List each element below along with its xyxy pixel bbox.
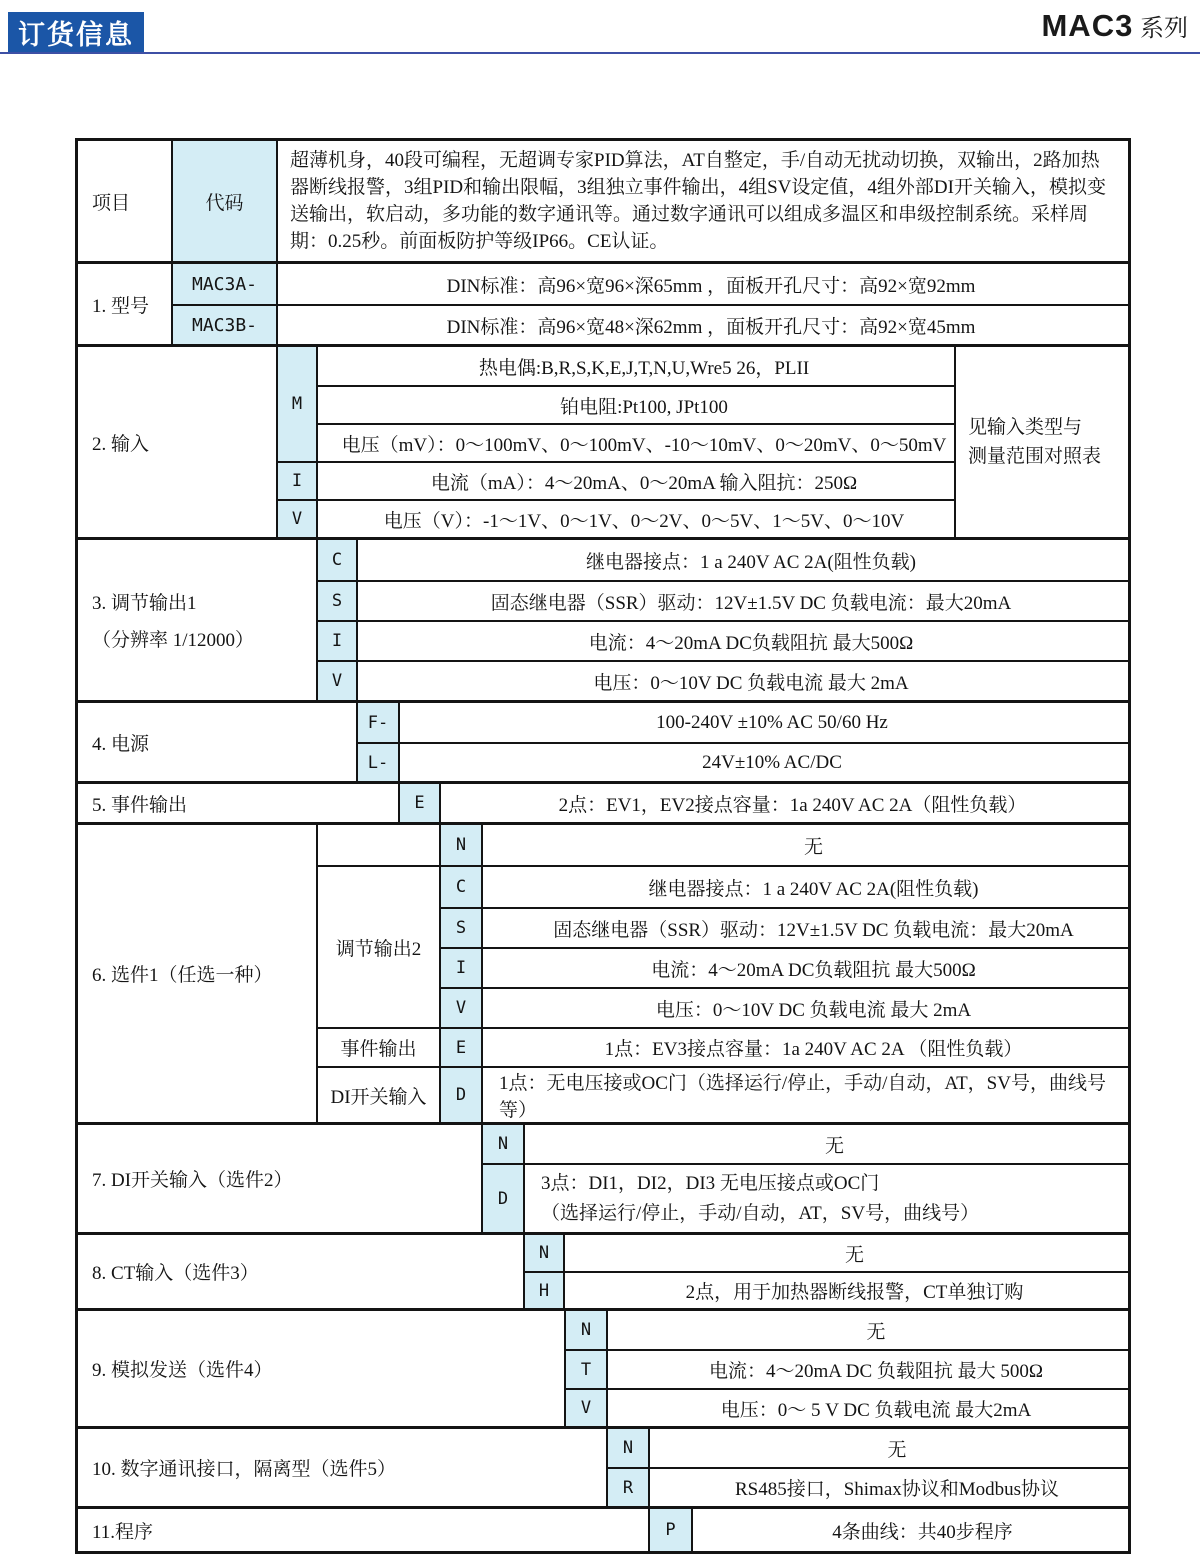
table-row	[318, 1066, 1128, 1122]
table-row	[318, 580, 1128, 620]
option2-code-n: N	[483, 1125, 525, 1163]
model-code-b: MAC3B-	[173, 306, 278, 344]
option4-label: 9. 模拟发送（选件4）	[78, 1311, 566, 1426]
input-range-note-line2: 测量范围对照表	[968, 446, 1102, 467]
option1-code-d: D	[441, 1068, 483, 1122]
table-row	[483, 1125, 1128, 1163]
output1-code-c: C	[318, 540, 358, 580]
option5-desc-r: RS485接口，Shimax协议和Modbus协议	[734, 1479, 1060, 1500]
table-row	[566, 1349, 1128, 1388]
option4-desc-t: 电流：4～20mA DC 负载阻抗 最大 500Ω	[709, 1361, 1043, 1382]
table-row	[525, 1271, 1128, 1308]
option5-label: 10. 数字通讯接口，隔离型（选件5）	[78, 1429, 608, 1506]
output1-desc-i: 电流：4～20mA DC负载阻抗 最大500Ω	[588, 632, 914, 654]
section-head	[78, 141, 1128, 261]
output1-desc-s: 固态继电器（SSR）驱动：12V±1.5V DC 负载电流：最大20mA	[490, 592, 1012, 614]
input-desc-i: 电流（mA）：4～20mA、0～20mA 输入阻抗：250Ω	[430, 472, 858, 494]
head-description: 超薄机身，40段可编程，无超调专家PID算法，AT自整定，手/自动无扰动切换，双输出，2路加热器断线报警，3组PID和输出限幅，3组独立事件输出，4组SV设定值，4组外部DI开关输入，模拟变送输出，软启动，多功能的数字通讯等。通过数字通讯可以组成多温区和串级控制系统。采样周期：0.25秒。前面板防护等级IP66。CE认证。	[290, 150, 1106, 252]
section-output1	[78, 537, 1128, 700]
table-row	[318, 423, 954, 461]
table-row	[358, 742, 1128, 781]
event-desc-e: 2点：EV1，EV2接点容量：1a 240V AC 2A（阻性负载）	[558, 794, 1027, 816]
option5-code-n: N	[608, 1429, 650, 1467]
table-row	[441, 867, 1128, 907]
option1-code-i: I	[441, 949, 483, 987]
series-title	[1041, 8, 1188, 44]
table-row	[358, 703, 1128, 742]
option5-desc-n: 无	[887, 1439, 907, 1461]
model-desc-a: DIN标准：高96×宽96×深65mm ，面板开孔尺寸：高92×宽92mm	[446, 275, 976, 297]
option1-code-e: E	[441, 1029, 483, 1066]
option1-desc-v: 电压：0～10V DC 负载电流 最大 2mA	[655, 999, 972, 1021]
table-row	[318, 385, 954, 423]
output1-desc-c: 继电器接点：1 a 240V AC 2A(阻性负载)	[585, 551, 917, 573]
option1-desc-d: 1点：无电压接或OC门（选择运行/停止，手动/自动，AT，SV号，曲线号等）	[499, 1073, 1106, 1121]
power-label: 4. 电源	[78, 703, 358, 781]
table-row	[318, 1027, 1128, 1066]
head-code-cell: 代码	[173, 141, 278, 261]
table-row	[483, 1163, 1128, 1232]
option1-desc-e: 1点：EV3接点容量：1a 240V AC 2A （阻性负载）	[604, 1039, 1023, 1060]
input-label: 2. 输入	[78, 347, 278, 537]
option1-output2-label: 调节输出2	[318, 867, 441, 1027]
option4-code-v: V	[566, 1390, 608, 1426]
input-m-group	[278, 347, 954, 461]
option1-code-s: S	[441, 909, 483, 947]
option1-code-c: C	[441, 867, 483, 907]
option1-label: 6. 选件1（任选一种）	[78, 825, 318, 1122]
section-option5	[78, 1426, 1128, 1506]
model-label: 1. 型号	[78, 264, 173, 344]
section-option4	[78, 1308, 1128, 1426]
output1-code-v: V	[318, 662, 358, 700]
option1-code-n: N	[441, 825, 483, 865]
table-row	[278, 499, 954, 537]
power-code-l: L-	[358, 744, 400, 781]
table-row	[566, 1311, 1128, 1349]
event-label: 5. 事件输出	[78, 784, 400, 822]
option1-di-label: DI开关输入	[318, 1068, 441, 1122]
option1-desc-c: 继电器接点：1 a 240V AC 2A(阻性负载)	[648, 878, 979, 900]
model-code-a: MAC3A-	[173, 264, 278, 304]
section-model	[78, 261, 1128, 344]
option2-desc-d-line2: （选择运行/停止，手动/自动，AT，SV号，曲线号）	[541, 1202, 980, 1224]
section-option3	[78, 1232, 1128, 1308]
option2-desc-d-line1: 3点：DI1，DI2，DI3 无电压接点或OC门	[541, 1173, 880, 1195]
output1-code-i: I	[318, 622, 358, 660]
section-program	[78, 1506, 1128, 1551]
page-title-badge: 订货信息	[8, 12, 144, 53]
section-option1	[78, 822, 1128, 1122]
power-desc-l: 24V±10% AC/DC	[702, 751, 842, 773]
head-item-cell: 项目	[78, 141, 173, 261]
option1-code-v: V	[441, 989, 483, 1027]
output1-desc-v: 电压：0～10V DC 负载电流 最大 2mA	[593, 672, 909, 694]
section-input	[78, 344, 1128, 537]
option1-desc-n: 无	[803, 836, 823, 858]
header-divider-line	[0, 52, 1200, 54]
table-row	[318, 660, 1128, 700]
model-desc-b: DIN标准：高96×宽48×深62mm ，面板开孔尺寸：高92×宽45mm	[446, 316, 976, 338]
table-row	[318, 825, 1128, 865]
option4-desc-v: 电压：0～ 5 V DC 负载电流 最大2mA	[720, 1399, 1032, 1421]
input-range-note-line1: 见输入类型与	[968, 416, 1083, 438]
option3-desc-h: 2点，用于加热器断线报警，CT单独订购	[685, 1282, 1024, 1303]
section-event	[78, 781, 1128, 822]
option1-desc-i: 电流：4～20mA DC负载阻抗 最大500Ω	[651, 959, 976, 981]
section-power	[78, 700, 1128, 781]
output1-label-line2: （分辨率 1/12000）	[92, 630, 255, 651]
table-row	[318, 540, 1128, 580]
input-desc-v: 电压（V）：-1～1V、0～1V、0～2V、0～5V、1～5V、0～10V	[383, 510, 905, 532]
option3-label: 8. CT输入（选件3）	[78, 1235, 525, 1308]
event-code-e: E	[400, 784, 441, 822]
option1-desc-s: 固态继电器（SSR）驱动：12V±1.5V DC 负载电流：最大20mA	[553, 919, 1074, 941]
table-row	[650, 1509, 1128, 1551]
output1-label-line1: 3. 调节输出1	[92, 593, 197, 614]
table-row	[566, 1388, 1128, 1426]
option3-code-n: N	[525, 1235, 565, 1271]
option1-sub-empty	[318, 825, 441, 865]
series-suffix: 系列	[1140, 15, 1188, 42]
table-row	[278, 461, 954, 499]
output1-label	[78, 540, 318, 700]
input-desc-tc: 热电偶:B,R,S,K,E,J,T,N,U,Wre5 26，PLII	[478, 357, 810, 379]
table-row	[318, 347, 954, 385]
option2-desc-n: 无	[824, 1135, 844, 1157]
option3-code-h: H	[525, 1273, 565, 1308]
input-range-note	[956, 347, 1128, 537]
input-desc-rtd: 铂电阻:Pt100, JPt100	[560, 396, 728, 418]
option4-code-t: T	[566, 1351, 608, 1388]
table-row	[441, 987, 1128, 1027]
series-model: MAC3	[1041, 8, 1134, 43]
program-code-p: P	[650, 1509, 693, 1551]
option1-event-label: 事件输出	[318, 1029, 441, 1066]
option4-code-n: N	[566, 1311, 608, 1349]
table-row	[525, 1235, 1128, 1271]
ordering-table	[75, 138, 1131, 1554]
input-code-i: I	[278, 463, 318, 499]
option2-label: 7. DI开关输入（选件2）	[78, 1125, 483, 1232]
input-code-v: V	[278, 501, 318, 537]
option2-desc-d	[525, 1165, 1128, 1232]
power-desc-f: 100-240V ±10% AC 50/60 Hz	[656, 711, 888, 733]
input-code-m: M	[278, 347, 318, 461]
option5-code-r: R	[608, 1469, 650, 1506]
table-row	[608, 1429, 1128, 1467]
program-desc-p: 4条曲线：共40步程序	[832, 1521, 1013, 1543]
option4-desc-n: 无	[866, 1321, 886, 1343]
table-row	[400, 784, 1128, 822]
table-row	[318, 620, 1128, 660]
option2-code-d: D	[483, 1165, 525, 1232]
input-desc-mv: 电压（mV）：0～100mV、0～100mV、-10～10mV、0～20mV、0～50mV	[341, 434, 947, 456]
table-row	[173, 304, 1128, 344]
table-row	[441, 947, 1128, 987]
program-label: 11.程序	[78, 1509, 650, 1551]
section-option2	[78, 1122, 1128, 1232]
table-row	[441, 907, 1128, 947]
option3-desc-n: 无	[844, 1244, 864, 1266]
option1-output2-group	[318, 865, 1128, 1027]
table-row	[608, 1467, 1128, 1506]
power-code-f: F-	[358, 703, 400, 742]
table-row	[173, 264, 1128, 304]
output1-code-s: S	[318, 582, 358, 620]
